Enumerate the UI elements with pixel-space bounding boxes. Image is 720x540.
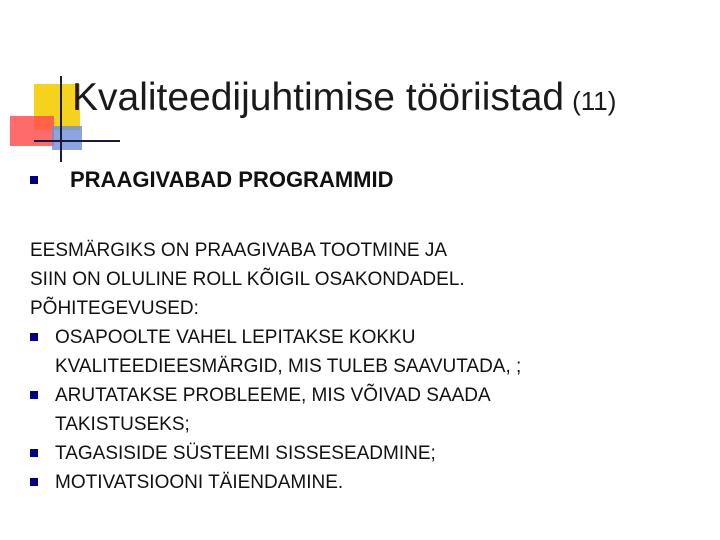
square-bullet-icon bbox=[30, 391, 38, 399]
square-bullet-icon bbox=[30, 176, 38, 184]
body-line: PÕHITEGEVUSED: bbox=[30, 298, 199, 319]
list-item-text: OSAPOOLTE VAHEL LEPITAKSE KOKKU KVALITEEDIEESMÄRGID, MIS TULEB SAAVUTADA, ; bbox=[55, 327, 522, 377]
slide-title-text: Kvaliteedijuhtimise tööriistad bbox=[72, 76, 565, 119]
list-item-text: MOTIVATSIOONI TÄIENDAMINE. bbox=[55, 472, 344, 493]
square-bullet-icon bbox=[30, 333, 38, 341]
blue-square bbox=[52, 126, 82, 150]
list-item bbox=[30, 323, 690, 381]
section-heading bbox=[30, 166, 393, 194]
list-item bbox=[30, 439, 690, 468]
slide-number: (11) bbox=[572, 86, 617, 116]
list-item-text: TAGASISIDE SÜSTEEMI SISSESEADMINE; bbox=[55, 443, 436, 464]
list-item bbox=[30, 468, 690, 497]
activity-list bbox=[30, 323, 690, 497]
body-line: SIIN ON OLULINE ROLL KÕIGIL OSAKONDADEL. bbox=[30, 269, 465, 290]
list-item bbox=[30, 381, 690, 439]
body-line: EESMÄRGIKS ON PRAAGIVABA TOOTMINE JA bbox=[30, 240, 448, 261]
section-heading-text: PRAAGIVABAD PROGRAMMID bbox=[70, 167, 394, 192]
square-bullet-icon bbox=[30, 449, 38, 457]
list-item-text: ARUTATAKSE PROBLEEME, MIS VÕIVAD SAADA TAKISTUSEKS; bbox=[55, 385, 491, 435]
square-bullet-icon bbox=[30, 478, 38, 486]
slide-body bbox=[30, 236, 690, 497]
slide-title bbox=[72, 74, 616, 125]
